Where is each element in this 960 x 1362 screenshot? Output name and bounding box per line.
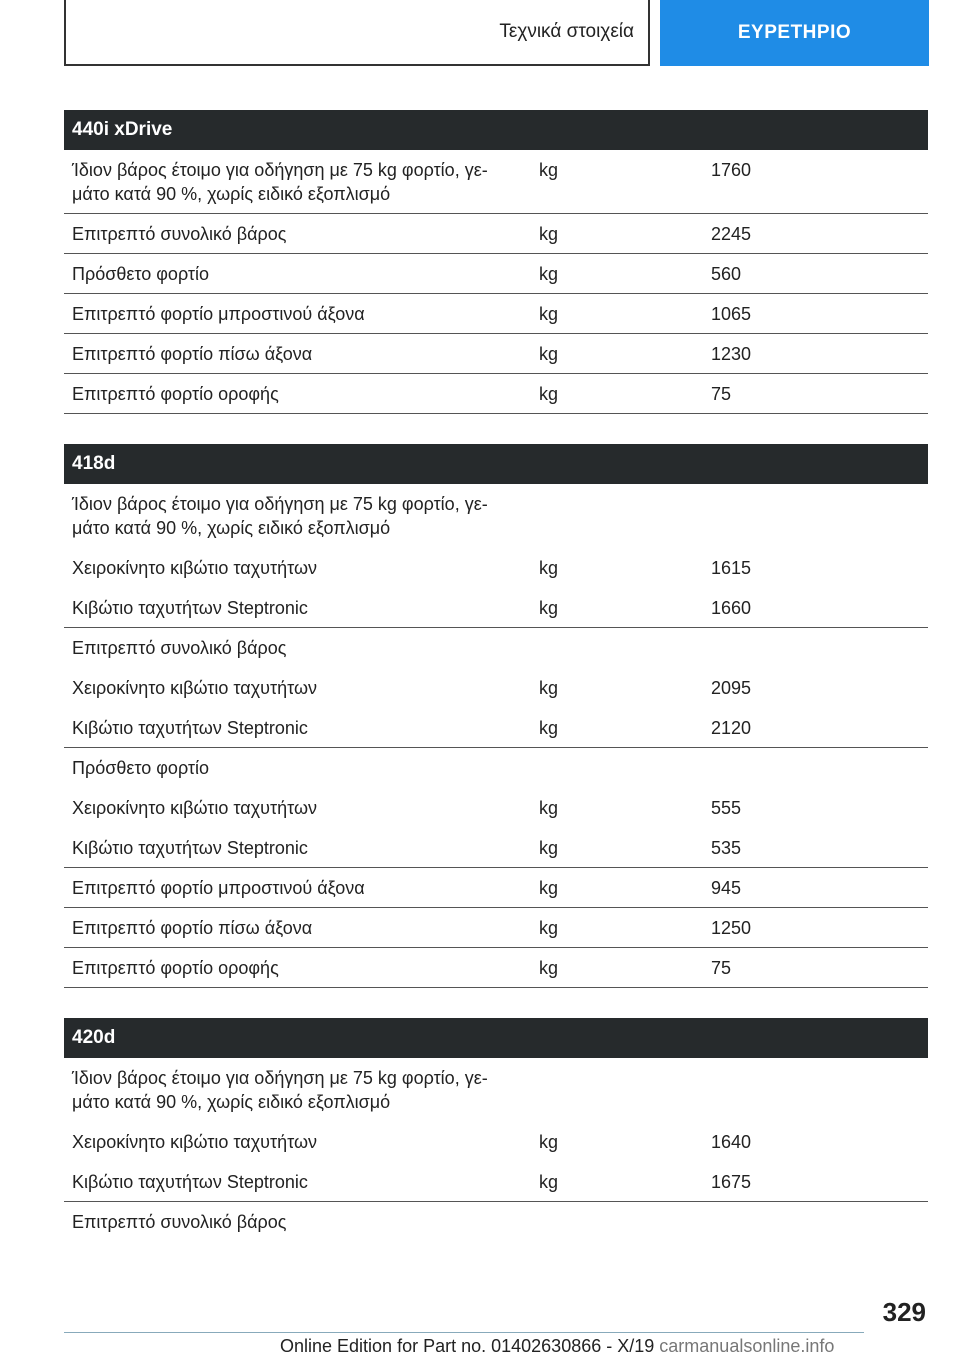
row-unit: kg bbox=[539, 878, 559, 898]
row-value: 1660 bbox=[711, 598, 752, 618]
row-label: Χειροκίνητο κιβώτιο ταχυτήτων bbox=[72, 798, 318, 818]
row-label: Επιτρεπτό συνολικό βάρος bbox=[72, 1212, 287, 1232]
table-row bbox=[64, 334, 928, 374]
row-unit: kg bbox=[539, 384, 559, 404]
table-row bbox=[64, 294, 928, 334]
row-unit: kg bbox=[539, 958, 559, 978]
row-label: Επιτρεπτό φορτίο οροφής bbox=[72, 958, 279, 978]
row-value: 1675 bbox=[711, 1172, 752, 1192]
row-unit: kg bbox=[539, 1172, 559, 1192]
row-label: Κιβώτιο ταχυτήτων Steptronic bbox=[72, 718, 308, 738]
table-row bbox=[64, 908, 928, 948]
row-value: 2245 bbox=[711, 224, 752, 244]
row-label: Ίδιον βάρος έτοιμο για οδήγηση με 75 kg φορτίο, γε- μάτο κατά 90 %, χωρίς ειδικό εξοπλισμό bbox=[72, 494, 488, 538]
row-value: 75 bbox=[711, 384, 732, 404]
row-value: 945 bbox=[711, 878, 742, 898]
table-row bbox=[64, 1162, 928, 1202]
row-label: Χειροκίνητο κιβώτιο ταχυτήτων bbox=[72, 1132, 318, 1152]
row-label: Ίδιον βάρος έτοιμο για οδήγηση με 75 kg φορτίο, γε- μάτο κατά 90 %, χωρίς ειδικό εξοπλισμό bbox=[72, 160, 488, 204]
table-row bbox=[64, 748, 928, 788]
row-unit: kg bbox=[539, 678, 559, 698]
section-tab[interactable] bbox=[64, 0, 650, 66]
footer bbox=[280, 1336, 834, 1357]
row-unit: kg bbox=[539, 838, 559, 858]
table-418d bbox=[64, 444, 928, 988]
row-unit: kg bbox=[539, 718, 559, 738]
row-value: 1230 bbox=[711, 344, 752, 364]
row-unit bbox=[539, 1202, 711, 1210]
table-row bbox=[64, 484, 928, 548]
table-row bbox=[64, 214, 928, 254]
row-value: 1065 bbox=[711, 304, 752, 324]
row-label: Επιτρεπτό συνολικό βάρος bbox=[72, 224, 287, 244]
table-row bbox=[64, 588, 928, 628]
table-row bbox=[64, 668, 928, 708]
row-unit: kg bbox=[539, 344, 559, 364]
table-row bbox=[64, 1058, 928, 1122]
row-label: Χειροκίνητο κιβώτιο ταχυτήτων bbox=[72, 558, 318, 578]
row-label: Κιβώτιο ταχυτήτων Steptronic bbox=[72, 838, 308, 858]
table-row bbox=[64, 254, 928, 294]
weights-content bbox=[64, 110, 928, 1272]
table-row bbox=[64, 374, 928, 414]
row-label: Επιτρεπτό φορτίο πίσω άξονα bbox=[72, 344, 313, 364]
row-label: Κιβώτιο ταχυτήτων Steptronic bbox=[72, 598, 308, 618]
row-value: 2120 bbox=[711, 718, 752, 738]
row-unit: kg bbox=[539, 304, 559, 324]
row-label: Πρόσθετο φορτίο bbox=[72, 264, 210, 284]
table-440i-xdrive bbox=[64, 110, 928, 414]
top-navigation bbox=[64, 0, 929, 66]
row-label: Επιτρεπτό συνολικό βάρος bbox=[72, 638, 287, 658]
table-title: 420d bbox=[64, 1018, 928, 1058]
table-row bbox=[64, 1202, 928, 1242]
row-label: Επιτρεπτό φορτίο οροφής bbox=[72, 384, 279, 404]
footer-watermark[interactable]: carmanualsonline.info bbox=[659, 1336, 835, 1356]
table-row bbox=[64, 948, 928, 988]
table-title: 418d bbox=[64, 444, 928, 484]
row-unit bbox=[539, 628, 711, 636]
row-value: 1640 bbox=[711, 1132, 752, 1152]
page-number: 329 bbox=[882, 1297, 926, 1327]
row-unit: kg bbox=[539, 918, 559, 938]
row-unit: kg bbox=[539, 558, 559, 578]
row-value bbox=[711, 484, 921, 492]
row-label: Κιβώτιο ταχυτήτων Steptronic bbox=[72, 1172, 308, 1192]
index-tab-label: ΕΥΡΕΤΗΡΙΟ bbox=[737, 22, 852, 43]
row-label: Επιτρεπτό φορτίο πίσω άξονα bbox=[72, 918, 313, 938]
table-row bbox=[64, 628, 928, 668]
table-row bbox=[64, 868, 928, 908]
table-420d bbox=[64, 1018, 928, 1242]
row-unit: kg bbox=[539, 598, 559, 618]
footer-divider bbox=[64, 1332, 864, 1333]
row-unit: kg bbox=[539, 160, 559, 180]
row-value: 1615 bbox=[711, 558, 752, 578]
row-value: 1250 bbox=[711, 918, 752, 938]
row-value: 75 bbox=[711, 958, 732, 978]
row-label: Πρόσθετο φορτίο bbox=[72, 758, 210, 778]
table-row bbox=[64, 1122, 928, 1162]
row-value bbox=[711, 748, 921, 756]
row-unit: kg bbox=[539, 1132, 559, 1152]
row-label: Χειροκίνητο κιβώτιο ταχυτήτων bbox=[72, 678, 318, 698]
table-row bbox=[64, 828, 928, 868]
table-title: 440i xDrive bbox=[64, 110, 928, 150]
index-tab[interactable] bbox=[660, 0, 929, 66]
row-value: 535 bbox=[711, 838, 742, 858]
row-value: 1760 bbox=[711, 160, 752, 180]
row-unit bbox=[539, 1058, 711, 1066]
footer-edition: Online Edition for Part no. 01402630866 - X/19 bbox=[280, 1336, 655, 1356]
row-label: Επιτρεπτό φορτίο μπροστινού άξονα bbox=[72, 878, 365, 898]
row-value bbox=[711, 1058, 921, 1066]
row-unit: kg bbox=[539, 264, 559, 284]
row-value: 2095 bbox=[711, 678, 752, 698]
row-label: Επιτρεπτό φορτίο μπροστινού άξονα bbox=[72, 304, 365, 324]
row-unit bbox=[539, 484, 711, 492]
row-label: Ίδιον βάρος έτοιμο για οδήγηση με 75 kg φορτίο, γε- μάτο κατά 90 %, χωρίς ειδικό εξοπλισμό bbox=[72, 1068, 488, 1112]
row-unit: kg bbox=[539, 798, 559, 818]
table-row bbox=[64, 788, 928, 828]
table-row bbox=[64, 150, 928, 214]
table-row bbox=[64, 548, 928, 588]
row-value bbox=[711, 1202, 921, 1210]
table-row bbox=[64, 708, 928, 748]
section-tab-label: Τεχνικά στοιχεία bbox=[499, 21, 634, 42]
row-unit bbox=[539, 748, 711, 756]
row-unit: kg bbox=[539, 224, 559, 244]
row-value: 560 bbox=[711, 264, 742, 284]
row-value: 555 bbox=[711, 798, 742, 818]
row-value bbox=[711, 628, 921, 636]
